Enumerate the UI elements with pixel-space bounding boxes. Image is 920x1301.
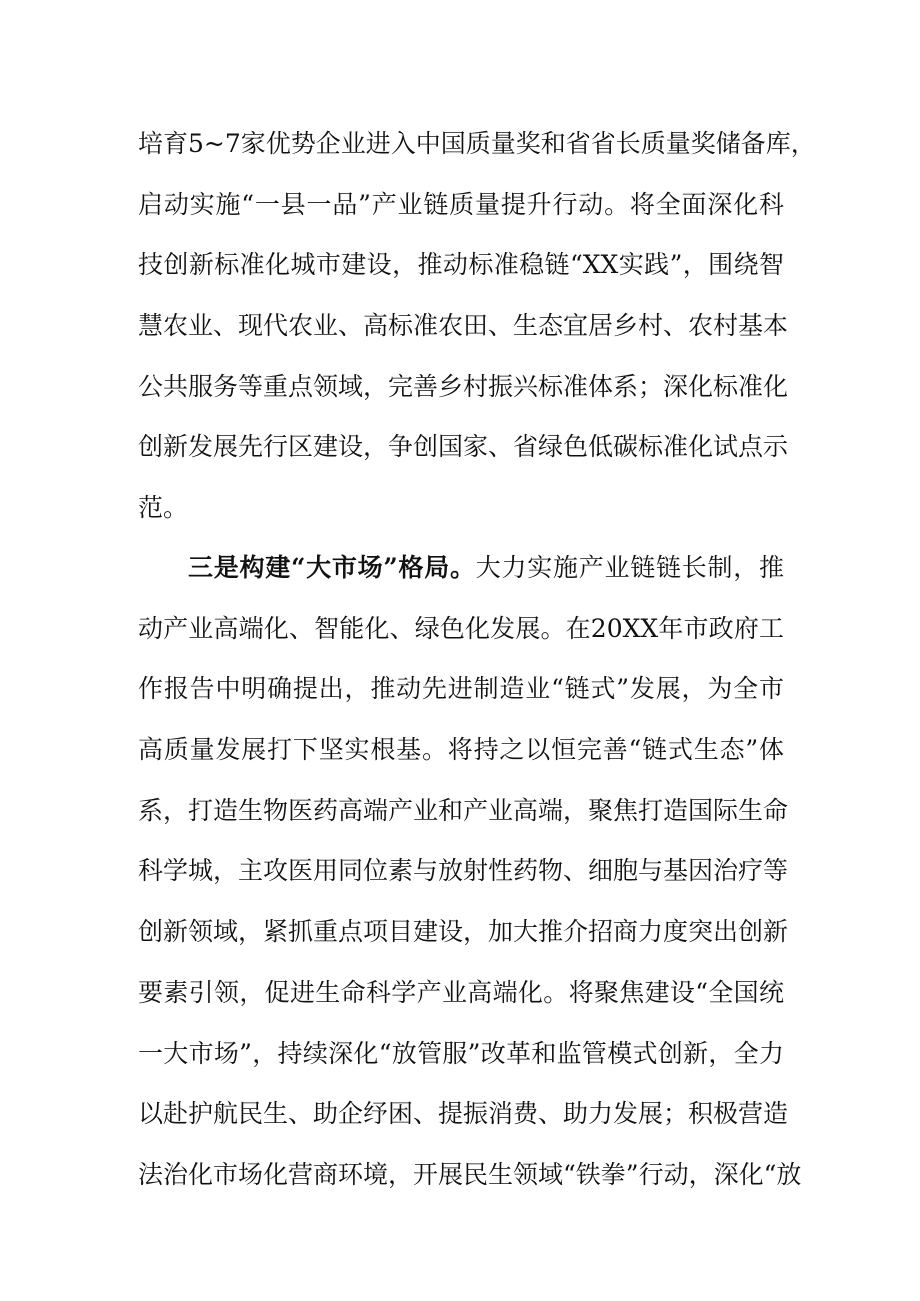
first-line-text: 大力实施产业链链长制，推 — [475, 553, 784, 582]
paragraph-line: 范。 — [138, 493, 189, 523]
paragraph-2 — [138, 546, 802, 1214]
paragraph-line: 以赴护航民生、助企纾困、提振消费、助力发展；积极营造 — [138, 1099, 789, 1129]
paragraph-line: 启动实施“一县一品”产业链质量提升行动。将全面深化科 — [138, 189, 784, 219]
paragraph-1 — [138, 122, 816, 547]
paragraph-line: 要素引领，促进生命科学产业高端化。将聚焦建设“全国统 — [138, 977, 784, 1007]
paragraph-line: 创新发展先行区建设，争创国家、省绿色低碳标准化试点示 — [138, 432, 789, 462]
paragraph-line: 高质量发展打下坚实根基。将持之以恒完善“链式生态”体 — [138, 735, 784, 765]
paragraph-line: 公共服务等重点领域，完善乡村振兴标准体系；深化标准化 — [138, 371, 789, 401]
paragraph-line: 慧农业、现代农业、高标准农田、生态宜居乡村、农村基本 — [138, 311, 789, 341]
paragraph-line: 动产业高端化、智能化、绿色化发展。在20XX年市政府工 — [138, 613, 784, 643]
paragraph-line: 系，打造生物医药高端产业和产业高端，聚焦打造国际生命 — [138, 795, 789, 825]
paragraph-line: 法治化市场化营商环境，开展民生领域“铁拳”行动，深化“放 — [138, 1159, 802, 1189]
paragraph-line: 一大市场”，持续深化“放管服”改革和监管模式创新，全力 — [138, 1038, 784, 1068]
section-heading: 三是构建“大市场”格局。 — [188, 553, 476, 582]
paragraph-line: 科学城，主攻医用同位素与放射性药物、细胞与基因治疗等 — [138, 856, 789, 886]
paragraph-line: 技创新标准化城市建设，推动标准稳链“XX实践”，围绕智 — [138, 250, 784, 280]
paragraph-line: 培育5~7家优势企业进入中国质量奖和省省长质量奖储备库， — [138, 129, 816, 158]
paragraph-line: 创新领域，紧抓重点项目建设，加大推介招商力度突出创新 — [138, 917, 789, 947]
paragraph-line: 作报告中明确提出，推动先进制造业“链式”发展，为全市 — [138, 674, 784, 704]
paragraph-first-line — [138, 546, 784, 607]
